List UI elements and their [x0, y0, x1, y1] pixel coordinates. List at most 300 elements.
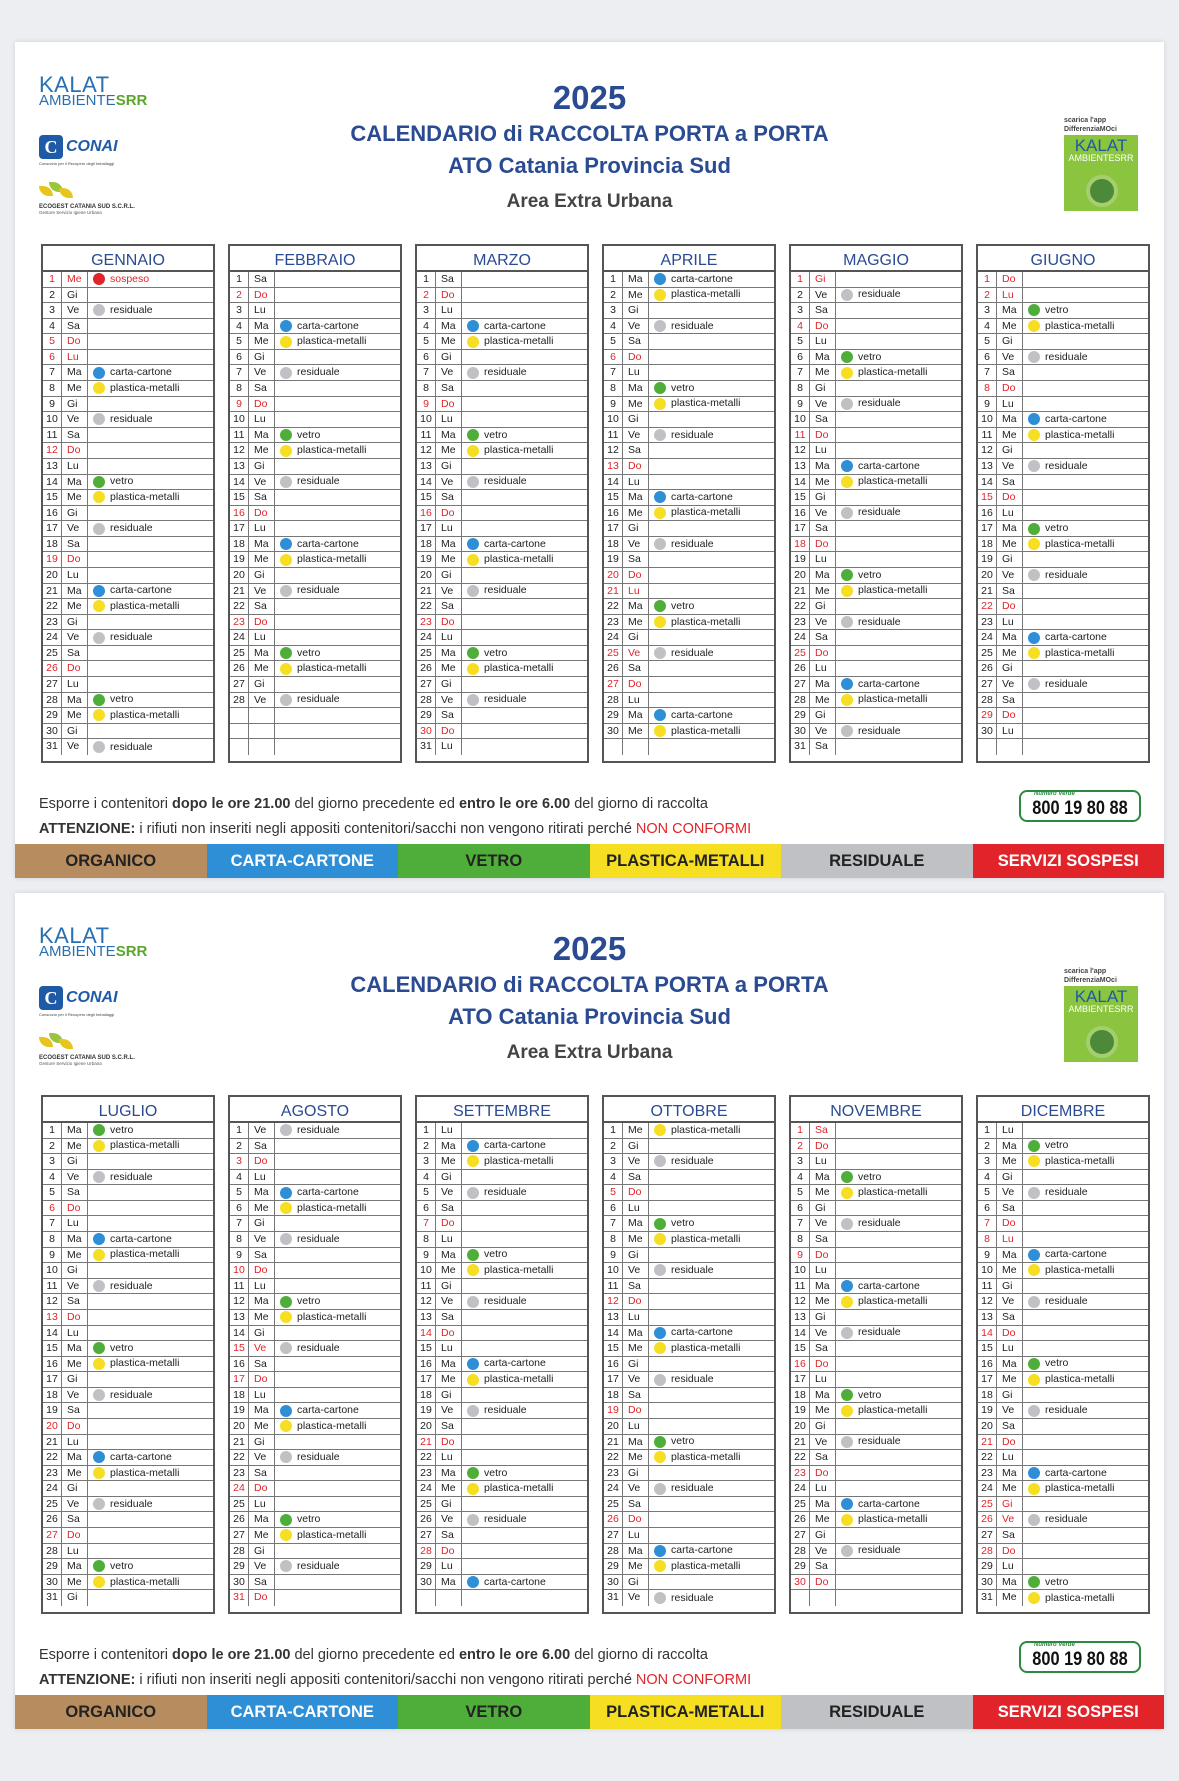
- day-number: 20: [791, 1419, 810, 1434]
- weekday: Do: [624, 1294, 649, 1309]
- day-row: [230, 1341, 400, 1357]
- collection-label: residuale: [484, 1513, 527, 1526]
- collection-cell: [89, 412, 213, 427]
- day-row: [230, 1419, 400, 1435]
- collection-label: plastica-metalli: [671, 1450, 741, 1463]
- weekday: Me: [250, 1419, 275, 1434]
- day-number: 31: [791, 739, 810, 755]
- day-row: [978, 708, 1148, 724]
- collection-cell: [276, 1481, 400, 1496]
- collection-cell: [89, 1466, 213, 1481]
- day-row: [43, 646, 213, 662]
- weekday: Ma: [998, 303, 1023, 318]
- day-number: 30: [230, 1575, 249, 1590]
- day-row: [604, 1201, 774, 1217]
- collection-cell: [89, 1544, 213, 1559]
- day-number: 20: [230, 568, 249, 583]
- collection-cell: [1024, 693, 1148, 708]
- day-row: [417, 1294, 587, 1310]
- residuale-dot-icon: [1028, 460, 1040, 472]
- collection-cell: [463, 428, 587, 443]
- day-row: [978, 615, 1148, 631]
- day-number: 13: [417, 459, 436, 474]
- day-number: 8: [230, 1232, 249, 1247]
- weekday: Do: [250, 1154, 275, 1169]
- collection-cell: [276, 319, 400, 334]
- day-row: [43, 381, 213, 397]
- carta-dot-icon: [1028, 1467, 1040, 1479]
- weekday: Do: [63, 1528, 88, 1543]
- kalat-logo-line1: KALAT: [39, 923, 110, 948]
- collection-cell: [89, 521, 213, 536]
- plastica-dot-icon: [1028, 1483, 1040, 1495]
- weekday: Do: [250, 1263, 275, 1278]
- weekday: Sa: [250, 381, 275, 396]
- day-number: 25: [43, 646, 62, 661]
- day-number: 4: [791, 1170, 810, 1185]
- collection-cell: [837, 1170, 961, 1185]
- day-row: [43, 1544, 213, 1560]
- weekday: Ve: [624, 646, 649, 661]
- collection-cell: [650, 1388, 774, 1403]
- residuale-dot-icon: [654, 320, 666, 332]
- app-logo-ambiente: AMBIENTESRR: [1068, 153, 1134, 163]
- plastica-dot-icon: [280, 554, 292, 566]
- day-row: [791, 1388, 961, 1404]
- carta-dot-icon: [654, 1545, 666, 1557]
- collection-cell: [1024, 334, 1148, 349]
- weekday: Do: [624, 677, 649, 692]
- collection-cell: [463, 381, 587, 396]
- day-row: [791, 443, 961, 459]
- residuale-dot-icon: [654, 1592, 666, 1604]
- collection-label: residuale: [858, 724, 901, 737]
- collection-label: residuale: [858, 1326, 901, 1339]
- day-number: 16: [978, 1357, 997, 1372]
- day-number: 24: [791, 1481, 810, 1496]
- day-row: [417, 1341, 587, 1357]
- day-row: [791, 1185, 961, 1201]
- collection-cell: [1024, 1216, 1148, 1231]
- day-number: 1: [417, 1123, 436, 1138]
- weekday: Sa: [63, 1294, 88, 1309]
- weekday: Ve: [250, 1123, 275, 1138]
- day-number: 17: [43, 521, 62, 536]
- day-number: 3: [978, 1154, 997, 1169]
- collection-cell: [463, 552, 587, 567]
- weekday: Lu: [437, 630, 462, 645]
- day-number: 31: [43, 739, 62, 755]
- weekday: Lu: [250, 630, 275, 645]
- day-row: [230, 615, 400, 631]
- collection-label: plastica-metalli: [297, 1201, 367, 1214]
- day-number: 20: [43, 1419, 62, 1434]
- residuale-dot-icon: [93, 1498, 105, 1510]
- weekday: Lu: [998, 724, 1023, 739]
- app-promo-line1: scarica l'app: [1064, 968, 1107, 975]
- plastica-dot-icon: [280, 445, 292, 457]
- app-promo[interactable]: [1064, 116, 1140, 211]
- residuale-dot-icon: [1028, 678, 1040, 690]
- day-number: 22: [230, 1450, 249, 1465]
- collection-cell: [89, 1435, 213, 1450]
- day-row: [417, 1139, 587, 1155]
- day-row: [604, 1123, 774, 1139]
- weekday: Gi: [624, 630, 649, 645]
- day-number: 30: [791, 1575, 810, 1590]
- day-row: [791, 1170, 961, 1186]
- residuale-dot-icon: [93, 523, 105, 535]
- day-row: [43, 739, 213, 755]
- weekday: Ma: [437, 1575, 462, 1590]
- day-row: [230, 630, 400, 646]
- day-number: 28: [791, 1544, 810, 1559]
- collection-label: residuale: [484, 1295, 527, 1308]
- weekday: Ma: [998, 521, 1023, 536]
- carta-dot-icon: [467, 1358, 479, 1370]
- day-row: [604, 1170, 774, 1186]
- residuale-dot-icon: [467, 1296, 479, 1308]
- day-number: 1: [230, 272, 249, 287]
- collection-label: residuale: [858, 288, 901, 301]
- weekday: Gi: [63, 397, 88, 412]
- collection-cell: [650, 584, 774, 599]
- ecogest-name: ECOGEST CATANIA SUD S.C.R.L.: [39, 1055, 135, 1061]
- attention-text: i rifiuti non inseriti negli appositi contenitori/sacchi non vengono ritirati perché: [135, 1672, 636, 1688]
- day-row: [791, 1216, 961, 1232]
- day-number: 17: [791, 1372, 810, 1387]
- day-row: [604, 1232, 774, 1248]
- weekday: Me: [63, 1575, 88, 1590]
- collection-label: vetro: [297, 428, 321, 441]
- day-row: [978, 1170, 1148, 1186]
- ecogest-subtitle: Gestore Servizio Igiene Urbana: [39, 1061, 102, 1066]
- weekday: Gi: [998, 1279, 1023, 1294]
- day-row: [230, 303, 400, 319]
- weekday: Lu: [624, 584, 649, 599]
- day-row: [230, 584, 400, 600]
- app-logo-kalat: KALAT: [1074, 987, 1128, 1006]
- plastica-dot-icon: [280, 1420, 292, 1432]
- collection-cell: [837, 1466, 961, 1481]
- weekday: Gi: [998, 1170, 1023, 1185]
- day-number: 16: [604, 506, 623, 521]
- collection-cell: [463, 1450, 587, 1465]
- day-row: [230, 1435, 400, 1451]
- collection-label: plastica-metalli: [1045, 428, 1115, 441]
- day-number: 16: [417, 1357, 436, 1372]
- day-row: [417, 365, 587, 381]
- collection-label: residuale: [110, 303, 153, 316]
- day-number: 1: [604, 272, 623, 287]
- weekday: Me: [63, 599, 88, 614]
- day-row: [43, 1123, 213, 1139]
- collection-cell: [837, 739, 961, 755]
- weekday: Gi: [250, 568, 275, 583]
- day-row: [604, 739, 774, 755]
- day-number: 2: [791, 1139, 810, 1154]
- collection-cell: [1024, 1403, 1148, 1418]
- collection-cell: [1024, 1341, 1148, 1356]
- day-number: 11: [417, 1279, 436, 1294]
- collection-cell-empty: [1024, 739, 1148, 755]
- collection-label: carta-cartone: [297, 537, 359, 550]
- collection-cell: [650, 303, 774, 318]
- info-text-e: del giorno di raccolta: [570, 1647, 708, 1663]
- numero-verde-number[interactable]: 800 19 80 88: [1032, 1649, 1128, 1670]
- collection-label: carta-cartone: [484, 1357, 546, 1370]
- day-number: 28: [604, 693, 623, 708]
- collection-cell: [89, 693, 213, 708]
- day-number: 2: [978, 288, 997, 303]
- collection-cell: [89, 1232, 213, 1247]
- day-row: [978, 1575, 1148, 1591]
- day-row: [230, 412, 400, 428]
- collection-label: residuale: [110, 1279, 153, 1292]
- weekday: Gi: [250, 1216, 275, 1231]
- day-row: [604, 1310, 774, 1326]
- residuale-dot-icon: [841, 725, 853, 737]
- day-row: [230, 693, 400, 709]
- collection-cell: [650, 350, 774, 365]
- day-number: 9: [43, 397, 62, 412]
- collection-cell: [1024, 661, 1148, 676]
- day-number: 5: [791, 1185, 810, 1200]
- collection-label: carta-cartone: [671, 708, 733, 721]
- day-row: [978, 552, 1148, 568]
- collection-cell: [463, 1326, 587, 1341]
- day-row: [604, 568, 774, 584]
- carta-dot-icon: [93, 367, 105, 379]
- collection-cell: [463, 1435, 587, 1450]
- weekday: Gi: [624, 1248, 649, 1263]
- collection-cell: [650, 1450, 774, 1465]
- residuale-dot-icon: [280, 694, 292, 706]
- header-area: Area Extra Urbana: [506, 191, 673, 212]
- collection-label: plastica-metalli: [858, 1404, 928, 1417]
- weekday: Lu: [250, 1170, 275, 1185]
- day-row: [791, 1575, 961, 1591]
- collection-cell: [276, 397, 400, 412]
- day-number: 25: [978, 1497, 997, 1512]
- collection-cell: [837, 412, 961, 427]
- month-maggio: [789, 244, 963, 763]
- collection-label: residuale: [297, 1341, 340, 1354]
- month-name: AGOSTO: [230, 1097, 400, 1123]
- collection-cell: [463, 459, 587, 474]
- residuale-dot-icon: [467, 694, 479, 706]
- weekday: Me: [437, 334, 462, 349]
- day-row: [230, 319, 400, 335]
- app-promo[interactable]: [1064, 967, 1140, 1062]
- day-number: 27: [417, 677, 436, 692]
- weekday: Lu: [63, 459, 88, 474]
- collection-label: vetro: [671, 1435, 695, 1448]
- month-giugno: [976, 244, 1150, 763]
- collection-cell: [837, 599, 961, 614]
- collection-label: plastica-metalli: [1045, 646, 1115, 659]
- weekday: Ve: [250, 693, 275, 708]
- conai-mark: [39, 135, 127, 159]
- day-row: [417, 1575, 587, 1591]
- collection-label: residuale: [671, 1591, 714, 1604]
- day-number: 2: [43, 1139, 62, 1154]
- day-row: [230, 568, 400, 584]
- day-number: 15: [604, 490, 623, 505]
- plastica-dot-icon: [654, 1233, 666, 1245]
- collection-cell: [837, 1528, 961, 1543]
- collection-label: plastica-metalli: [297, 335, 367, 348]
- collection-cell: [276, 412, 400, 427]
- vetro-dot-icon: [1028, 1358, 1040, 1370]
- collection-cell: [89, 1528, 213, 1543]
- day-row: [604, 1497, 774, 1513]
- page-header: [275, 78, 904, 213]
- day-row: [604, 1216, 774, 1232]
- collection-label: residuale: [671, 646, 714, 659]
- day-number: 17: [791, 521, 810, 536]
- collection-cell: [1024, 506, 1148, 521]
- day-row: [230, 1232, 400, 1248]
- sospeso-dot-icon: [93, 273, 105, 285]
- vetro-dot-icon: [467, 429, 479, 441]
- day-row: [43, 1263, 213, 1279]
- residuale-dot-icon: [467, 367, 479, 379]
- residuale-dot-icon: [1028, 1405, 1040, 1417]
- collection-cell: [463, 521, 587, 536]
- numero-verde[interactable]: [1019, 790, 1141, 822]
- collection-cell: [89, 1512, 213, 1527]
- day-row: [417, 1279, 587, 1295]
- day-number: 16: [978, 506, 997, 521]
- weekday: Lu: [63, 677, 88, 692]
- day-number: 27: [230, 677, 249, 692]
- day-number: 9: [604, 397, 623, 412]
- day-number: 29: [604, 708, 623, 723]
- weekday: Ve: [63, 630, 88, 645]
- weekday: Gi: [63, 1154, 88, 1169]
- collection-cell: [1024, 459, 1148, 474]
- collection-cell: [276, 443, 400, 458]
- day-number: 12: [604, 443, 623, 458]
- collection-cell: [463, 1512, 587, 1527]
- weekday: Gi: [63, 1590, 88, 1606]
- collection-label: residuale: [110, 522, 153, 535]
- day-number: 18: [978, 537, 997, 552]
- collection-cell: [837, 365, 961, 380]
- collection-label: plastica-metalli: [297, 1528, 367, 1541]
- numero-verde[interactable]: [1019, 1641, 1141, 1673]
- attention-text: i rifiuti non inseriti negli appositi contenitori/sacchi non vengono ritirati perché: [135, 821, 636, 837]
- day-number: 24: [604, 1481, 623, 1496]
- day-number: 15: [230, 1341, 249, 1356]
- collection-label: plastica-metalli: [671, 288, 741, 301]
- day-row: [791, 350, 961, 366]
- collection-label: residuale: [297, 1232, 340, 1245]
- collection-label: residuale: [110, 631, 153, 644]
- day-row: [417, 303, 587, 319]
- day-number: 24: [43, 630, 62, 645]
- weekday: Me: [624, 1559, 649, 1574]
- app-logo[interactable]: [1064, 135, 1138, 211]
- day-number: 2: [791, 288, 810, 303]
- collection-cell: [463, 1419, 587, 1434]
- weekday: Sa: [811, 1232, 836, 1247]
- collection-cell: [650, 1357, 774, 1372]
- numero-verde-number[interactable]: 800 19 80 88: [1032, 798, 1128, 819]
- day-number: 4: [230, 319, 249, 334]
- weekday: Ma: [250, 319, 275, 334]
- collection-label: plastica-metalli: [858, 1295, 928, 1308]
- day-row: [978, 1450, 1148, 1466]
- weekday: Gi: [63, 506, 88, 521]
- plastica-dot-icon: [467, 1264, 479, 1276]
- day-number: 4: [978, 319, 997, 334]
- collection-cell: [89, 1590, 213, 1606]
- day-number: 31: [604, 1590, 623, 1606]
- weekday: Sa: [437, 490, 462, 505]
- collection-label: residuale: [671, 1482, 714, 1495]
- day-row: [230, 381, 400, 397]
- collection-cell: [89, 661, 213, 676]
- day-number-empty: [230, 708, 249, 723]
- day-number: 13: [604, 1310, 623, 1325]
- day-row: [43, 1326, 213, 1342]
- day-row: [230, 724, 400, 740]
- app-logo[interactable]: [1064, 986, 1138, 1062]
- day-number: 3: [43, 303, 62, 318]
- conai-name: CONAI: [66, 138, 118, 155]
- day-number: 2: [230, 288, 249, 303]
- collection-label: carta-cartone: [671, 490, 733, 503]
- legend-plastica: PLASTICA-METALLI: [590, 1695, 782, 1729]
- collection-cell: [463, 1544, 587, 1559]
- collection-label: residuale: [1045, 1513, 1088, 1526]
- collection-cell: [650, 1154, 774, 1169]
- day-row: [230, 272, 400, 288]
- day-number: 6: [43, 1201, 62, 1216]
- collection-cell: [650, 490, 774, 505]
- collection-cell: [650, 381, 774, 396]
- weekday: Do: [624, 1403, 649, 1418]
- day-number: 4: [604, 1170, 623, 1185]
- day-row: [791, 1341, 961, 1357]
- weekday: Do: [811, 1357, 836, 1372]
- collection-cell: [89, 303, 213, 318]
- collection-cell: [650, 1263, 774, 1278]
- day-number: 1: [43, 272, 62, 287]
- weekday: Lu: [811, 661, 836, 676]
- weekday: Me: [624, 724, 649, 739]
- day-number: 26: [604, 661, 623, 676]
- day-number: 13: [791, 459, 810, 474]
- day-row: [978, 459, 1148, 475]
- day-row: [417, 1310, 587, 1326]
- weekday: Gi: [811, 490, 836, 505]
- day-row: [604, 693, 774, 709]
- day-row: [978, 1403, 1148, 1419]
- day-row: [791, 552, 961, 568]
- collection-cell: [650, 1590, 774, 1606]
- collection-cell: [650, 1419, 774, 1434]
- weekday: Ve: [998, 350, 1023, 365]
- weekday: Gi: [250, 1326, 275, 1341]
- collection-cell: [1024, 1512, 1148, 1527]
- collection-label: vetro: [110, 475, 134, 488]
- day-row: [230, 1185, 400, 1201]
- weekday: Lu: [437, 1341, 462, 1356]
- day-row: [604, 303, 774, 319]
